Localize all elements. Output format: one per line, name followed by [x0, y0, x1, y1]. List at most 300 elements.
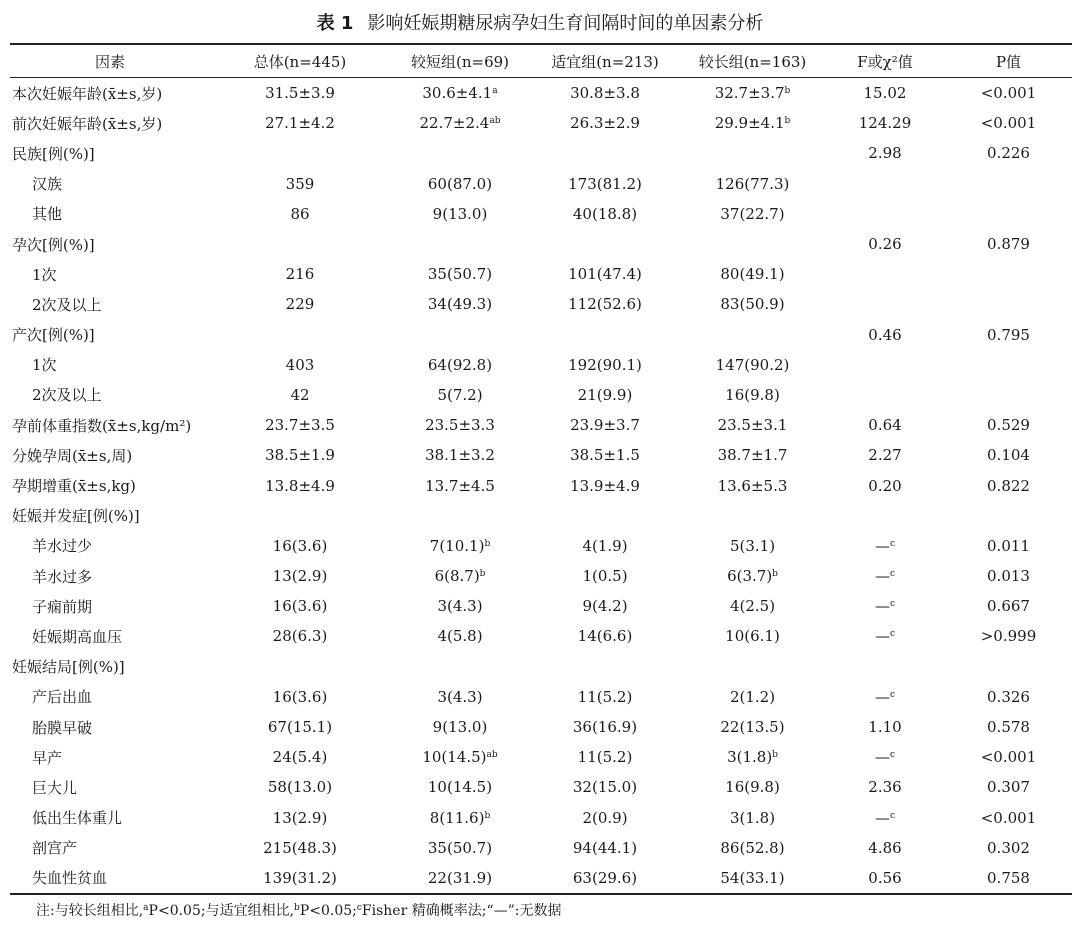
cell-value: 16(9.8) — [725, 778, 780, 797]
table-row — [10, 712, 1072, 742]
cell-value: 40(18.8) — [572, 204, 638, 223]
cell-superscript: c — [889, 629, 896, 640]
table-cell — [680, 682, 825, 712]
note-mark-b: b — [294, 903, 300, 913]
table-cell — [825, 169, 945, 199]
table-row — [10, 501, 1072, 531]
table-cell — [210, 501, 390, 531]
table-cell — [945, 380, 1072, 410]
cell-value: 58(13.0) — [267, 778, 333, 797]
table-cell — [945, 501, 1072, 531]
cell-superscript: c — [889, 810, 896, 821]
cell-value: 3(1.8) — [729, 808, 776, 827]
cell-value: 16(3.6) — [272, 687, 328, 706]
table-row — [10, 772, 1072, 802]
table-cell — [210, 78, 390, 109]
note-mark-a: a — [143, 903, 149, 913]
table-row — [10, 78, 1072, 109]
table-cell — [945, 772, 1072, 802]
row-factor: 民族[例(%)] — [12, 144, 95, 163]
cell-value: 173(81.2) — [568, 174, 642, 193]
table-cell — [945, 320, 1072, 350]
table-cell — [680, 863, 825, 894]
table-cell — [390, 320, 530, 350]
table-caption: 影响妊娠期糖尿病孕妇生育间隔时间的单因素分析 — [367, 13, 764, 34]
row-factor: 剖宫产 — [32, 839, 78, 858]
table-row — [10, 621, 1072, 651]
table-cell — [825, 772, 945, 802]
table-cell — [210, 350, 390, 380]
cell-superscript: c — [889, 538, 896, 549]
table-cell — [390, 833, 530, 863]
cell-superscript: b — [484, 810, 491, 821]
header-row — [10, 44, 1072, 78]
cell-value: 215(48.3) — [263, 838, 337, 857]
table-cell — [530, 652, 680, 682]
cell-value: — — [874, 567, 890, 586]
cell-superscript: b — [484, 538, 491, 549]
cell-value: 4.86 — [868, 838, 902, 857]
table-cell — [390, 561, 530, 591]
table-cell — [530, 772, 680, 802]
table-cell — [680, 320, 825, 350]
table-cell — [530, 320, 680, 350]
cell-value: 13.9±4.9 — [570, 476, 640, 495]
table-cell — [210, 470, 390, 500]
table-cell — [680, 229, 825, 259]
table-cell — [530, 863, 680, 894]
cell-value: 60(87.0) — [427, 174, 493, 193]
cell-value: 6(8.7) — [434, 567, 480, 586]
table-row — [10, 410, 1072, 440]
table-cell — [390, 350, 530, 380]
cell-value: 10(6.1) — [725, 627, 780, 646]
cell-value: 35(50.7) — [427, 265, 493, 284]
row-factor: 妊娠结局[例(%)] — [12, 658, 125, 677]
cell-value: 86 — [290, 204, 310, 223]
col-header: 总体(n=445) — [210, 44, 390, 78]
cell-value: 0.795 — [987, 325, 1030, 344]
table-cell — [210, 652, 390, 682]
row-factor: 1次 — [32, 356, 57, 375]
cell-value: 23.7±3.5 — [265, 416, 335, 435]
cell-value: 101(47.4) — [568, 265, 642, 284]
cell-value: 3(4.3) — [437, 597, 483, 616]
table-cell — [530, 199, 680, 229]
table-row — [10, 440, 1072, 470]
table-cell — [825, 289, 945, 319]
cell-value: 31.5±3.9 — [265, 84, 335, 103]
table-note — [36, 900, 561, 920]
table-row — [10, 652, 1072, 682]
cell-value: 10(14.5) — [422, 748, 487, 767]
table-cell — [945, 531, 1072, 561]
table-row — [10, 682, 1072, 712]
table-cell — [945, 78, 1072, 109]
table-cell — [945, 199, 1072, 229]
cell-value: 14(6.6) — [577, 627, 633, 646]
table-cell — [390, 863, 530, 894]
table-cell — [825, 380, 945, 410]
table-cell — [945, 833, 1072, 863]
row-factor: 巨大儿 — [32, 778, 78, 797]
row-factor: 早产 — [32, 748, 63, 767]
cell-value: 0.529 — [987, 416, 1030, 435]
table-cell — [530, 501, 680, 531]
table-cell — [390, 108, 530, 138]
cell-value: 0.758 — [987, 868, 1030, 887]
table-cell — [210, 199, 390, 229]
table-row — [10, 470, 1072, 500]
cell-value: 26.3±2.9 — [570, 114, 640, 133]
row-factor: 低出生体重儿 — [32, 809, 123, 828]
table-row — [10, 591, 1072, 621]
table-row — [10, 169, 1072, 199]
table-cell — [680, 833, 825, 863]
table-cell — [825, 863, 945, 894]
cell-value: 6(3.7) — [727, 567, 773, 586]
table-cell — [390, 742, 530, 772]
row-factor: 妊娠并发症[例(%)] — [12, 507, 140, 526]
table-cell — [945, 742, 1072, 772]
table-row — [10, 199, 1072, 229]
cell-value: 216 — [285, 265, 315, 284]
table-cell — [530, 742, 680, 772]
cell-value: 3(1.8) — [727, 748, 773, 767]
table-cell — [945, 621, 1072, 651]
table-cell — [825, 712, 945, 742]
cell-value: 22(31.9) — [427, 868, 493, 887]
cell-value: 0.307 — [987, 778, 1030, 797]
table-cell — [680, 742, 825, 772]
row-factor: 孕次[例(%)] — [12, 235, 95, 254]
cell-value: 15.02 — [863, 84, 907, 103]
row-factor: 本次妊娠年龄(x̄±s,岁) — [12, 84, 163, 103]
cell-value: 2(0.9) — [582, 808, 628, 827]
cell-value: 8(11.6) — [429, 808, 485, 827]
table-cell — [825, 199, 945, 229]
col-header: P值 — [945, 44, 1072, 78]
table-cell — [390, 591, 530, 621]
cell-value: 30.8±3.8 — [570, 84, 640, 103]
cell-value: 16(9.8) — [725, 385, 780, 404]
table-cell — [530, 470, 680, 500]
cell-value: 30.6±4.1 — [422, 84, 493, 103]
cell-superscript: c — [889, 750, 896, 761]
cell-value: — — [874, 748, 890, 767]
table-cell — [530, 531, 680, 561]
cell-value: 13(2.9) — [272, 567, 328, 586]
data-table — [10, 43, 1072, 895]
cell-value: 13.8±4.9 — [265, 476, 335, 495]
row-factor: 胎膜早破 — [32, 718, 93, 737]
cell-value: 0.326 — [987, 687, 1030, 706]
row-factor: 1次 — [32, 265, 57, 284]
cell-value: 0.20 — [868, 476, 902, 495]
row-factor: 分娩孕周(x̄±s,周) — [12, 446, 133, 465]
table-row — [10, 833, 1072, 863]
row-factor: 羊水过多 — [32, 567, 93, 586]
cell-superscript: a — [492, 86, 498, 97]
table-cell — [210, 169, 390, 199]
cell-value: 67(15.1) — [267, 718, 333, 737]
col-header: 适宜组(n=213) — [530, 44, 680, 78]
table-cell — [680, 712, 825, 742]
cell-value: 0.879 — [987, 235, 1030, 254]
cell-value: 21(9.9) — [577, 385, 633, 404]
table-row — [10, 108, 1072, 138]
table-cell — [210, 138, 390, 168]
cell-value: 16(3.6) — [272, 536, 328, 555]
table-cell — [530, 289, 680, 319]
cell-value: 0.667 — [987, 597, 1030, 616]
table-body — [10, 78, 1072, 895]
table-cell — [530, 108, 680, 138]
table-cell — [530, 591, 680, 621]
cell-value: — — [874, 808, 890, 827]
table-cell — [825, 440, 945, 470]
cell-value: 83(50.9) — [720, 295, 785, 314]
cell-value: 126(77.3) — [715, 174, 790, 193]
table-cell — [530, 712, 680, 742]
cell-value: 4(2.5) — [729, 597, 776, 616]
table-cell — [945, 289, 1072, 319]
table-row — [10, 320, 1072, 350]
cell-value: 0.822 — [987, 476, 1030, 495]
col-header: F或χ²值 — [825, 44, 945, 78]
cell-value: 112(52.6) — [568, 295, 642, 314]
cell-value: 2.27 — [868, 446, 902, 465]
table-cell — [210, 410, 390, 440]
cell-value: 24(5.4) — [272, 748, 328, 767]
cell-value: 0.46 — [868, 325, 902, 344]
table-cell — [530, 561, 680, 591]
cell-value: 147(90.2) — [715, 355, 790, 374]
table-cell — [210, 531, 390, 561]
cell-value: 0.26 — [868, 235, 902, 254]
table-cell — [825, 410, 945, 440]
cell-value: 124.29 — [858, 114, 912, 133]
table-cell — [390, 531, 530, 561]
cell-value: 27.1±4.2 — [265, 114, 335, 133]
cell-value: 32.7±3.7 — [714, 84, 785, 103]
note-prefix: 注:与较长组相比, — [36, 903, 144, 919]
cell-value: 13(2.9) — [272, 808, 328, 827]
table-row — [10, 380, 1072, 410]
cell-value: 3(4.3) — [437, 687, 483, 706]
cell-value: 10(14.5) — [427, 778, 493, 797]
table-cell — [945, 591, 1072, 621]
table-cell — [945, 229, 1072, 259]
table-cell — [210, 440, 390, 470]
table-cell — [210, 772, 390, 802]
cell-value: — — [874, 627, 890, 646]
table-cell — [390, 803, 530, 833]
table-cell — [390, 169, 530, 199]
table-cell — [680, 78, 825, 109]
table-cell — [825, 652, 945, 682]
cell-value: 0.013 — [987, 567, 1030, 586]
table-cell — [530, 410, 680, 440]
table-cell — [530, 229, 680, 259]
cell-superscript: b — [479, 569, 486, 580]
table-cell — [390, 380, 530, 410]
cell-value: <0.001 — [980, 808, 1037, 827]
table-cell — [210, 591, 390, 621]
cell-value: 11(5.2) — [577, 748, 633, 767]
cell-value: 38.5±1.9 — [265, 446, 335, 465]
table-row — [10, 863, 1072, 894]
table-cell — [530, 138, 680, 168]
table-cell — [530, 833, 680, 863]
cell-value: 42 — [290, 385, 310, 404]
table-cell — [390, 712, 530, 742]
cell-value: 94(44.1) — [572, 838, 638, 857]
table-cell — [210, 380, 390, 410]
table-cell — [945, 108, 1072, 138]
table-cell — [825, 561, 945, 591]
table-cell — [825, 621, 945, 651]
table-cell — [825, 259, 945, 289]
table-cell — [945, 712, 1072, 742]
table-cell — [530, 682, 680, 712]
table-cell — [945, 682, 1072, 712]
table-cell — [825, 229, 945, 259]
table-cell — [390, 772, 530, 802]
cell-value: 229 — [285, 295, 315, 314]
table-cell — [210, 712, 390, 742]
table-cell — [945, 440, 1072, 470]
note-b-text: P<0.05; — [299, 903, 357, 919]
cell-superscript: c — [889, 689, 896, 700]
table-cell — [680, 380, 825, 410]
table-cell — [680, 440, 825, 470]
cell-value: 2.36 — [868, 778, 902, 797]
table-cell — [390, 259, 530, 289]
col-header: 较长组(n=163) — [680, 44, 825, 78]
row-factor: 汉族 — [32, 175, 63, 194]
cell-value: <0.001 — [980, 114, 1037, 133]
table-row — [10, 259, 1072, 289]
table-cell — [680, 470, 825, 500]
cell-value: 37(22.7) — [720, 204, 785, 223]
cell-value: 32(15.0) — [572, 778, 638, 797]
cell-value: 403 — [285, 355, 315, 374]
cell-value: 139(31.2) — [263, 868, 337, 887]
table-cell — [945, 138, 1072, 168]
table-cell — [680, 501, 825, 531]
table-cell — [210, 320, 390, 350]
cell-value: 2(1.2) — [729, 687, 776, 706]
cell-value: 4(5.8) — [437, 627, 483, 646]
table-number: 表 1 — [316, 13, 354, 34]
table-cell — [680, 289, 825, 319]
table-cell — [945, 470, 1072, 500]
table-cell — [210, 742, 390, 772]
cell-value: 0.578 — [987, 718, 1030, 737]
table-cell — [680, 350, 825, 380]
cell-value: 36(16.9) — [572, 718, 638, 737]
table-cell — [945, 410, 1072, 440]
cell-value: 22.7±2.4 — [419, 114, 490, 133]
table-cell — [945, 169, 1072, 199]
cell-superscript: b — [772, 569, 778, 580]
cell-superscript: ab — [486, 750, 498, 761]
cell-value: <0.001 — [980, 748, 1037, 767]
cell-value: 22(13.5) — [720, 718, 785, 737]
table-cell — [210, 259, 390, 289]
table-cell — [825, 138, 945, 168]
cell-superscript: c — [889, 599, 896, 610]
table-cell — [530, 259, 680, 289]
table-cell — [680, 410, 825, 440]
cell-value: 80(49.1) — [720, 265, 785, 284]
cell-value: 23.9±3.7 — [570, 416, 640, 435]
row-factor: 2次及以上 — [32, 386, 102, 405]
row-factor: 孕期增重(x̄±s,kg) — [12, 477, 136, 496]
table-row — [10, 803, 1072, 833]
cell-value: — — [874, 536, 890, 555]
row-factor: 前次妊娠年龄(x̄±s,岁) — [12, 114, 163, 133]
cell-value: 23.5±3.3 — [425, 416, 495, 435]
table-cell — [825, 591, 945, 621]
table-cell — [680, 772, 825, 802]
table-cell — [210, 803, 390, 833]
cell-value: 359 — [285, 174, 315, 193]
table-cell — [680, 591, 825, 621]
table-cell — [945, 652, 1072, 682]
row-factor: 妊娠期高血压 — [32, 627, 123, 646]
cell-value: 4(1.9) — [582, 536, 628, 555]
row-factor: 2次及以上 — [32, 295, 102, 314]
table-cell — [390, 470, 530, 500]
table-cell — [390, 138, 530, 168]
cell-value: >0.999 — [980, 627, 1037, 646]
table-cell — [825, 531, 945, 561]
table-cell — [680, 108, 825, 138]
table-cell — [390, 229, 530, 259]
cell-value: 5(7.2) — [437, 385, 483, 404]
table-cell — [210, 229, 390, 259]
table-cell — [680, 531, 825, 561]
cell-superscript: c — [889, 569, 896, 580]
cell-value: 1.10 — [868, 718, 902, 737]
row-factor: 其他 — [32, 205, 63, 224]
note-a-text: P<0.05;与适宜组相比, — [148, 903, 295, 919]
cell-value: 9(13.0) — [432, 204, 488, 223]
table-row — [10, 742, 1072, 772]
table-cell — [390, 199, 530, 229]
table-row — [10, 229, 1072, 259]
cell-superscript: b — [784, 86, 791, 97]
note-c-text: Fisher 精确概率法;“—”:无数据 — [361, 903, 562, 919]
table-cell — [390, 289, 530, 319]
cell-value: 13.6±5.3 — [717, 476, 788, 495]
cell-value: 23.5±3.1 — [717, 416, 788, 435]
table-cell — [210, 561, 390, 591]
table-cell — [680, 621, 825, 651]
table-cell — [530, 78, 680, 109]
table-cell — [825, 320, 945, 350]
table-cell — [945, 561, 1072, 591]
table-cell — [825, 803, 945, 833]
cell-value: 192(90.1) — [568, 355, 642, 374]
table-cell — [390, 440, 530, 470]
table-cell — [530, 169, 680, 199]
table-cell — [530, 803, 680, 833]
table-row — [10, 561, 1072, 591]
cell-value: 0.226 — [987, 144, 1030, 163]
